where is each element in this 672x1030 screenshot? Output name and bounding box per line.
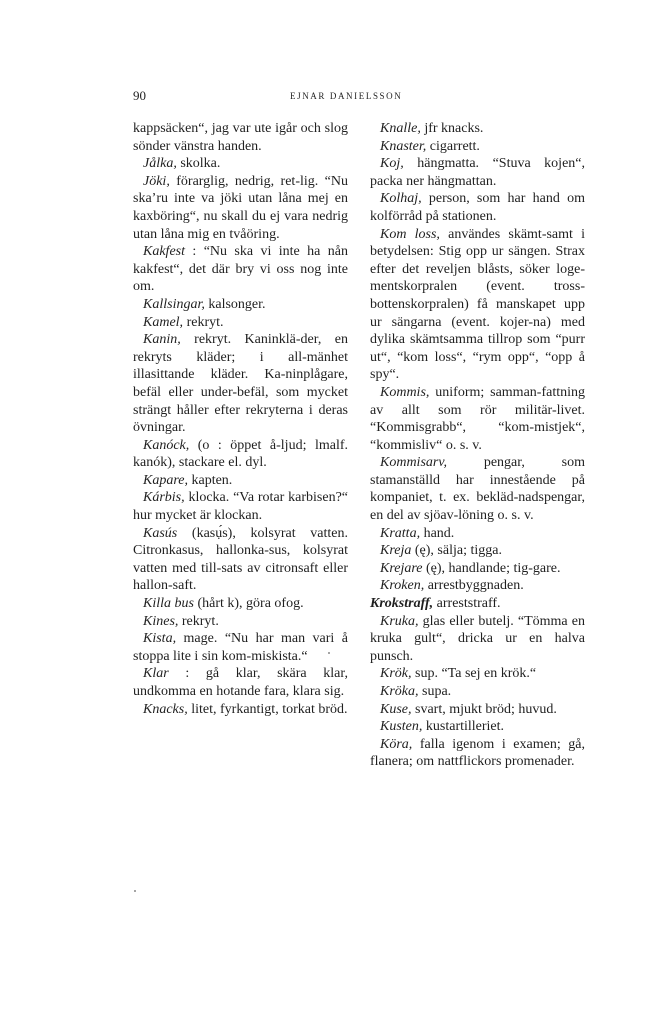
entry-headword: Knacks, — [143, 701, 188, 717]
entry-headword: Kakfest — [143, 244, 185, 260]
entry-headword: Kines, — [143, 613, 179, 629]
entry-definition: hängmatta. “Stuva kojen“, packa ner hängmattan. — [370, 156, 585, 189]
dictionary-entry — [133, 630, 348, 665]
entry-headword: Krokstraff, — [370, 596, 434, 612]
entry-definition: kappsäcken“, jag var ute igår och slog sönder vänstra handen. — [133, 121, 348, 154]
entry-headword: Krök, — [380, 666, 412, 682]
dictionary-entry — [370, 190, 585, 225]
entry-definition: supa. — [418, 684, 452, 699]
entry-definition: klocka. “Va rotar karbisen?“ hur mycket är klockan. — [133, 490, 348, 524]
dictionary-entry — [133, 665, 348, 700]
entry-definition: kustartilleriet. — [422, 719, 505, 735]
entry-definition: hand. — [420, 525, 455, 541]
dictionary-entry — [133, 173, 348, 243]
entry-headword: Kröka, — [380, 684, 419, 699]
dictionary-entry — [133, 613, 348, 631]
entry-definition: litet, fyrkantigt, torkat bröd. — [187, 701, 348, 717]
entry-definition: uniform; samman-fattning av allt som rör militär-livet. “Kommisgrabb“, “kom-mistjek“, “kommisliv“ o. s. v. — [370, 384, 585, 453]
entry-headword: Kárbis, — [143, 490, 185, 506]
dictionary-entry — [133, 120, 348, 155]
entry-headword: Kratta, — [380, 525, 421, 541]
dictionary-entry — [133, 243, 348, 296]
entry-definition: arreststraff. — [433, 596, 501, 612]
dictionary-entry — [370, 613, 585, 666]
entry-definition: skolka. — [176, 156, 221, 172]
entry-headword: Kolhaj, — [380, 191, 422, 207]
entry-definition: cigarrett. — [426, 138, 480, 154]
entry-headword: Kallsingar, — [143, 296, 205, 312]
entry-definition: glas eller butelj. “Tömma en kruka gult“, dricka ur en halva punsch. — [370, 613, 585, 664]
right-column — [370, 120, 585, 771]
entry-headword: Jöki, — [143, 173, 170, 189]
dictionary-entry — [370, 665, 585, 683]
dictionary-entry — [133, 595, 348, 613]
entry-headword: Kuse, — [380, 701, 412, 717]
dictionary-entry — [370, 736, 585, 771]
entry-headword: Koj, — [380, 156, 404, 172]
entry-definition: : gå klar, skära klar, undkomma en hotande fara, klara sig. — [133, 666, 348, 699]
entry-headword: Kanóck, — [143, 437, 190, 453]
dictionary-entry — [370, 525, 585, 543]
entry-headword: Köra, — [380, 736, 413, 752]
entry-headword: Kroken, — [380, 578, 425, 594]
dictionary-entry — [370, 138, 585, 156]
dictionary-entry — [133, 489, 348, 524]
entry-definition: (hårt k), göra ofog. — [193, 596, 304, 612]
entry-headword: Kista, — [143, 631, 177, 647]
dictionary-entry — [133, 296, 348, 314]
entry-definition: (o : öppet å-ljud; lmalf. kanók), stackare el. dyl. — [133, 437, 348, 471]
dictionary-entry — [370, 577, 585, 595]
entry-headword: Kusten, — [380, 719, 423, 735]
scan-speck — [134, 890, 136, 892]
dictionary-entry — [370, 560, 585, 578]
entry-definition: rekryt. Kaninklä-der, en rekryts kläder; i all-mänhet illasittande kläder. Ka-ninplågare, befäl eller under-befäl, som mycket strängt håller efter rekryterna i deras övningar. — [133, 332, 348, 436]
entry-definition: kapten. — [187, 472, 233, 488]
entry-headword: Kreja — [380, 543, 412, 559]
entry-headword: Kanin, — [143, 332, 181, 348]
entry-definition: falla igenom i examen; gå, flanera; om nattflickors promenader. — [370, 736, 585, 770]
entry-headword: Kasús — [143, 525, 178, 541]
running-head: EJNAR DANIELSSON — [290, 91, 403, 101]
entry-headword: Knaster, — [380, 138, 427, 154]
entry-headword: Kom loss, — [380, 226, 440, 242]
dictionary-entry — [370, 595, 585, 613]
dictionary-entry — [133, 314, 348, 332]
entry-definition: (ę), handlande; tig-gare. — [422, 560, 561, 576]
entry-definition: rekryt. — [178, 613, 219, 629]
scan-speck — [328, 652, 330, 654]
entry-definition: person, som har hand om kolförråd på stationen. — [370, 191, 585, 224]
dictionary-entry — [133, 437, 348, 472]
entry-definition: (ę), sälja; tigga. — [411, 543, 502, 559]
dictionary-entry — [370, 384, 585, 454]
dictionary-entry — [370, 701, 585, 719]
entry-headword: Killa bus — [143, 596, 194, 612]
page-number: 90 — [133, 88, 146, 103]
entry-headword: Klar — [143, 666, 169, 682]
entry-definition: : “Nu ska vi inte ha nån kakfest“, det där bry vi oss nog inte om. — [133, 244, 348, 295]
entry-definition: rekryt. — [183, 314, 224, 330]
entry-definition: sup. “Ta sej en krök.“ — [411, 666, 537, 682]
dictionary-entry — [370, 155, 585, 190]
entry-headword: Kommis, — [380, 384, 430, 400]
dictionary-entry — [133, 472, 348, 490]
left-column — [133, 120, 348, 718]
entry-headword: Jålka, — [143, 156, 177, 172]
entry-definition: svart, mjukt bröd; huvud. — [411, 701, 557, 717]
entry-headword: Kamel, — [143, 314, 184, 330]
dictionary-entry — [133, 331, 348, 437]
entry-definition: arrestbyggnaden. — [424, 578, 524, 594]
entry-definition: pengar, som stamanställd har innestående på kompaniet, t. ex. bekläd-nadspengar, en del av sjöav-löning o. s. v. — [370, 455, 585, 524]
dictionary-entry — [370, 542, 585, 560]
dictionary-entry — [133, 155, 348, 173]
dictionary-entry — [370, 683, 585, 701]
entry-headword: Kapare, — [143, 472, 188, 488]
entry-definition: kalsonger. — [204, 296, 266, 312]
entry-definition: (kasụ́s), kolsyrat vatten. Citronkasus, hallonka-sus, kolsyrat vatten med till-sats av citronsaft eller hallon-saft. — [133, 525, 348, 594]
dictionary-entry — [370, 120, 585, 138]
entry-definition: mage. “Nu har man vari å stoppa lite i sin kom-miskista.“ — [133, 631, 348, 664]
entry-headword: Knalle, — [380, 121, 421, 136]
dictionary-entry — [370, 226, 585, 384]
dictionary-entry — [133, 525, 348, 595]
entry-definition: förarglig, nedrig, ret-lig. “Nu ska’ru inte va jöki utan låna mej en kaxböring“, nu skall du ej vara nedrig utan låna mig en tvåöring. — [133, 173, 348, 242]
entry-headword: Kruka, — [380, 613, 419, 629]
dictionary-entry — [370, 718, 585, 736]
dictionary-entry — [133, 701, 348, 719]
entry-headword: Krejare — [380, 560, 423, 576]
entry-definition: användes skämt-samt i betydelsen: Stig opp ur sängen. Strax efter det reveljen blåsts, söker loge-mentskorpralen (event. tross-bottenskorpralen) få manskapet upp ur sängarna (event. kojer-na) med dylika skämtsamma tillrop som “purr ut“, “kom loss“, “rym opp“, “opp å spy“. — [370, 226, 585, 383]
dictionary-entry — [370, 454, 585, 524]
entry-headword: Kommisarv, — [380, 455, 448, 471]
entry-definition: jfr knacks. — [420, 121, 484, 136]
